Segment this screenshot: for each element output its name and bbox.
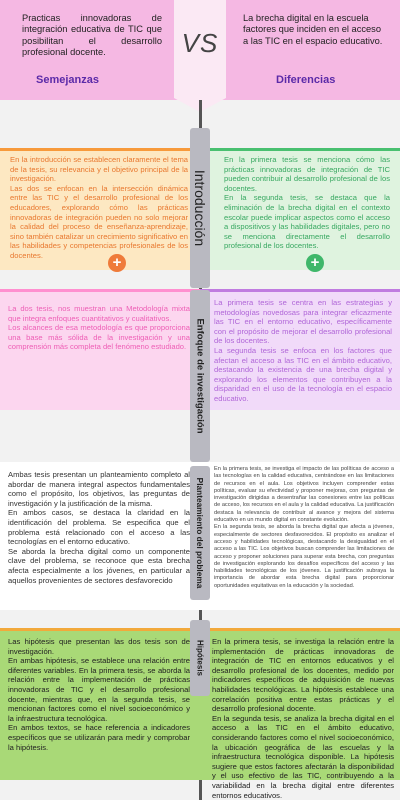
tab-introduccion[interactable]: Introducción	[190, 128, 210, 288]
thesis-two-title: La brecha digital en la escuela factores que inciden en el acceso a las TIC en el espacio educativo.	[243, 13, 383, 46]
hypothesis-differences-panel	[200, 631, 400, 800]
vs-label: VS	[181, 28, 219, 58]
tab-enfoque-investigacion[interactable]: Enfoque de investigación	[190, 290, 210, 462]
approach-similarities-panel	[0, 292, 200, 410]
problem-similarities-panel	[0, 462, 200, 610]
approach-differences-text: La primera tesis se centra en las estrategias y metodologías novedosas para integrar eficazmente las TIC en el entorno educativo, específicamente con el propósito de mejorar el desarrollo profesional de los docentes. La segunda tesis se enfoca en los factores que afectan el acceso a las TIC en el ámbito educativo, destacando la existencia de una brecha digital y explorando los elementos que contribuyen a la disparidad en el uso de la tecnología en el espacio educativo.	[214, 298, 392, 403]
expand-differences-plus-icon[interactable]: +	[306, 254, 324, 272]
problem-differences-text: En la primera tesis, se investiga el impacto de las políticas de acceso a las tecnologías en la calidad educativa, centrándose en las limitaciones de recursos en el aula. Los objetivos incluyen comprender estas políticas, evaluar su efectividad y proponer mejoras, con preguntas de investigación dirigidas a desentrañar las conexiones entre las políticas de acceso, los recursos en el aula y la calidad educativa. La justificación destaca la relevancia de contribuir al avance y mejora del sistema educativo en un mundo digital en constante evolución. En la segunda tesis, se aborda la brecha digital que afecta a jóvenes, especialmente de sectores desfavorecidos. El propósito es analizar el acceso y habilidades tecnológicas, destacando la desigualdad en el acceso a las TIC. Los objetivos buscan comprender las limitaciones de acceso y proponer soluciones para superar esta brecha, con preguntas de investigación explorando los desafíos específicos del acceso y las habilidades tecnológicas de los jóvenes. La justificación subraya la importancia de abordar esta brecha digital para proporcionar oportunidades equitativas en la educación y la sociedad.	[214, 466, 394, 589]
problem-differences-panel	[200, 462, 400, 610]
thesis-one-title: Practicas innovadoras de integración educativa de TIC que posibilitan el desarrollo profesional docente.	[22, 13, 162, 58]
approach-differences-panel	[200, 292, 400, 410]
intro-differences-panel	[200, 151, 400, 270]
tab-planteamiento-problema[interactable]: Planteamiento del problema	[190, 466, 210, 600]
hypothesis-similarities-panel	[0, 631, 200, 780]
similarities-label: Semejanzas	[36, 74, 99, 86]
approach-similarities-text: La dos tesis, nos muestran una Metodología mixta que integra enfoques cuantitativos y cualitativos. Los alcances de esa metodología es que proporciona una base más sólida de la investigación y una comprensión más completa del fenómeno estudiado.	[8, 304, 190, 352]
intro-similarities-panel	[0, 151, 200, 270]
problem-similarities-text: Ambas tesis presentan un planteamiento completo al abordar de manera integral aspectos fundamentales como el propósito, los objetivos, las preguntas de investigación y la justificación de la misma. En ambos casos, se destaca la claridad en la identificación del problema. Se especifica que el problema está relacionado con el acceso a las tecnologías en el entorno educativo. Se aborda la brecha digital como un componente clave del problema, se reconoce que esta brecha afecta especialmente a los jóvenes, en particular a aquellos provenientes de sectores desfavorecido	[8, 470, 190, 585]
intro-differences-text: En la primera tesis se menciona cómo las prácticas innovadoras de integración de TIC pueden contribuir al desarrollo profesional de los docentes. En la segunda tesis, se destaca que la eliminación de la brecha digital en el contexto escolar puede implicar aspectos como el acceso a dispositivos y las habilidades digitales, pero no se menciona directamente el desarrollo profesional de los docentes.	[224, 155, 390, 251]
hypothesis-similarities-text: Las hipótesis que presentan las dos tesis son de investigación. En ambas hipótesis, se establece una relación entre diferentes variables. En la primera tesis, se aborda la relación entre la implementación de prácticas innovadoras de TIC y el desarrollo profesional docente, mientras que, en la segunda tesis, se mencionan factores como el nivel socioeconómico y la infraestructura tecnológica. En ambos textos, se hace referencia a indicadores específicos que se utilizarán para medir y comprobar la hipótesis.	[8, 637, 190, 752]
tab-hipotesis[interactable]: Hipótesis	[190, 620, 210, 696]
intro-similarities-text: En la introducción se establecen claramente el tema de la tesis, su relevancia y el objetivo principal de la investigación. Las dos se enfocan en la intersección dinámica entre las TIC y el desarrollo profesional de los educadores, explorando cómo las prácticas innovadoras de integración pueden no solo mejorar la calidad del proceso de enseñanza-aprendizaje, sino también catalizar un crecimiento significativo en las habilidades y competencias profesionales de los docentes.	[10, 155, 188, 260]
hypothesis-differences-text: En la primera tesis, se investiga la relación entre la implementación de prácticas innovadoras de integración de TIC en entornos educativos y el desarrollo profesional de los docentes, medido por indicadores específicos de adquisición de nuevas habilidades tecnológicas. La hipótesis establece una correlación positiva entre estas prácticas y el desarrollo profesional docente. En la segunda tesis, se analiza la brecha digital en el acceso a las TIC en el ámbito educativo, considerando factores como el nivel socioeconómico, la ubicación geográfica de las escuelas y la infraestructura tecnológica disponible. La hipótesis sugiere que estos factores afectarán la disponibilidad y el uso efectivo de las TIC, contribuyendo a la variabilidad en la brecha digital entre diferentes entornos educativos.	[212, 637, 394, 800]
expand-similarities-plus-icon[interactable]: +	[108, 254, 126, 272]
differences-label: Diferencias	[276, 74, 336, 86]
